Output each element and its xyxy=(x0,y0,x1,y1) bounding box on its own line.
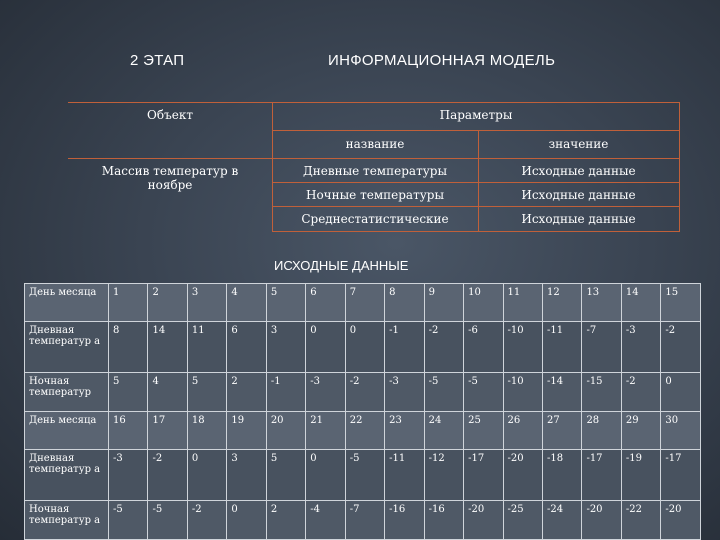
data-table xyxy=(24,283,701,540)
table-cell: -6 xyxy=(464,322,503,373)
table-cell: 5 xyxy=(266,284,305,322)
table-cell: 3 xyxy=(266,322,305,373)
table-cell: 8 xyxy=(385,284,424,322)
table-cell: 15 xyxy=(661,284,701,322)
table-cell: 27 xyxy=(542,412,581,450)
table-cell: -16 xyxy=(424,501,463,540)
table-cell: 24 xyxy=(424,412,463,450)
table-cell: 4 xyxy=(227,284,266,322)
model-table xyxy=(68,102,680,232)
table-cell: 11 xyxy=(187,322,226,373)
table-cell: -2 xyxy=(661,322,701,373)
parameters-header: Параметры xyxy=(439,108,513,122)
table-cell: -3 xyxy=(621,322,660,373)
table-cell: 6 xyxy=(306,284,345,322)
object-name: Массив температур в ноябре xyxy=(101,164,239,192)
table-cell: -2 xyxy=(424,322,463,373)
table-cell: 0 xyxy=(306,322,345,373)
stage-label: 2 ЭТАП xyxy=(130,52,185,69)
table-cell: 18 xyxy=(187,412,226,450)
table-cell: 0 xyxy=(306,450,345,501)
table-cell: -2 xyxy=(148,450,187,501)
table-cell: -17 xyxy=(661,450,701,501)
table-cell: -1 xyxy=(385,322,424,373)
table-cell: 8 xyxy=(109,322,148,373)
table-cell: 17 xyxy=(148,412,187,450)
table-cell: -20 xyxy=(464,501,503,540)
table-cell: 0 xyxy=(345,322,384,373)
table-cell: -20 xyxy=(503,450,542,501)
table-cell: 9 xyxy=(424,284,463,322)
table-cell: 14 xyxy=(621,284,660,322)
table-cell: 19 xyxy=(227,412,266,450)
table-cell: -5 xyxy=(464,373,503,412)
table-cell: -25 xyxy=(503,501,542,540)
table-cell: -22 xyxy=(621,501,660,540)
object-header: Объект xyxy=(147,108,193,122)
page-title: ИНФОРМАЦИОННАЯ МОДЕЛЬ xyxy=(328,52,556,69)
table-cell: 5 xyxy=(109,373,148,412)
name-header: название xyxy=(345,137,405,151)
table-cell: -5 xyxy=(345,450,384,501)
table-cell: 30 xyxy=(661,412,701,450)
param-name: Ночные температуры xyxy=(305,188,445,202)
day-row xyxy=(25,284,701,322)
table-cell: 12 xyxy=(542,284,581,322)
table-cell: 2 xyxy=(227,373,266,412)
day-row xyxy=(25,412,701,450)
table-cell: -14 xyxy=(542,373,581,412)
table-cell: -7 xyxy=(582,322,621,373)
table-cell: -5 xyxy=(148,501,187,540)
table-cell: -7 xyxy=(345,501,384,540)
table-cell: 23 xyxy=(385,412,424,450)
param-value: Исходные данные xyxy=(521,212,636,226)
param-value: Исходные данные xyxy=(521,164,636,178)
divider xyxy=(272,182,680,183)
table-cell: 21 xyxy=(306,412,345,450)
table-cell: 29 xyxy=(621,412,660,450)
table-cell: -18 xyxy=(542,450,581,501)
table-cell: 25 xyxy=(464,412,503,450)
table-cell: 0 xyxy=(227,501,266,540)
table-cell: 6 xyxy=(227,322,266,373)
table-cell: 2 xyxy=(148,284,187,322)
divider xyxy=(272,206,680,207)
table-cell: 0 xyxy=(187,450,226,501)
divider xyxy=(272,231,680,232)
table-cell: -2 xyxy=(187,501,226,540)
day-temp-row xyxy=(25,322,701,373)
table-cell: 5 xyxy=(266,450,305,501)
row-label: Ночная температур а xyxy=(25,501,109,540)
table-cell: -10 xyxy=(503,373,542,412)
table-cell: 16 xyxy=(109,412,148,450)
night-temp-row xyxy=(25,373,701,412)
table-cell: -3 xyxy=(109,450,148,501)
row-label: День месяца xyxy=(25,284,109,322)
table-cell: -20 xyxy=(582,501,621,540)
table-cell: 3 xyxy=(227,450,266,501)
param-name: Среднестатистические xyxy=(301,212,449,226)
table-cell: -3 xyxy=(385,373,424,412)
divider xyxy=(68,158,680,159)
table-cell: 28 xyxy=(582,412,621,450)
param-value: Исходные данные xyxy=(521,188,636,202)
table-cell: 11 xyxy=(503,284,542,322)
table-cell: 22 xyxy=(345,412,384,450)
table-cell: -4 xyxy=(306,501,345,540)
table-cell: -10 xyxy=(503,322,542,373)
table-cell: 10 xyxy=(464,284,503,322)
table-cell: 13 xyxy=(582,284,621,322)
param-name: Дневные температуры xyxy=(302,164,448,178)
table-cell: 26 xyxy=(503,412,542,450)
value-header: значение xyxy=(548,137,609,151)
table-cell: 20 xyxy=(266,412,305,450)
table-cell: 5 xyxy=(187,373,226,412)
table-cell: -16 xyxy=(385,501,424,540)
table-cell: 0 xyxy=(661,373,701,412)
table-cell: 14 xyxy=(148,322,187,373)
table-cell: -2 xyxy=(621,373,660,412)
table-cell: -17 xyxy=(464,450,503,501)
table-cell: 4 xyxy=(148,373,187,412)
table-cell: 3 xyxy=(187,284,226,322)
table-cell: -17 xyxy=(582,450,621,501)
divider xyxy=(68,102,680,103)
row-label: Ночная температур xyxy=(25,373,109,412)
table-cell: -2 xyxy=(345,373,384,412)
night-temp-row xyxy=(25,501,701,540)
table-cell: -1 xyxy=(266,373,305,412)
table-cell: -15 xyxy=(582,373,621,412)
table-cell: -11 xyxy=(385,450,424,501)
table-cell: 1 xyxy=(109,284,148,322)
table-cell: -19 xyxy=(621,450,660,501)
table-cell: -20 xyxy=(661,501,701,540)
table-cell: 7 xyxy=(345,284,384,322)
row-label: День месяца xyxy=(25,412,109,450)
table-cell: 2 xyxy=(266,501,305,540)
day-temp-row xyxy=(25,450,701,501)
table-cell: -3 xyxy=(306,373,345,412)
table-cell: -12 xyxy=(424,450,463,501)
row-label: Дневная температур а xyxy=(25,322,109,373)
divider xyxy=(272,130,680,131)
table-cell: -5 xyxy=(109,501,148,540)
table-cell: -5 xyxy=(424,373,463,412)
row-label: Дневная температур а xyxy=(25,450,109,501)
table-cell: -11 xyxy=(542,322,581,373)
table-cell: -24 xyxy=(542,501,581,540)
section-title: ИСХОДНЫЕ ДАННЫЕ xyxy=(274,258,409,273)
